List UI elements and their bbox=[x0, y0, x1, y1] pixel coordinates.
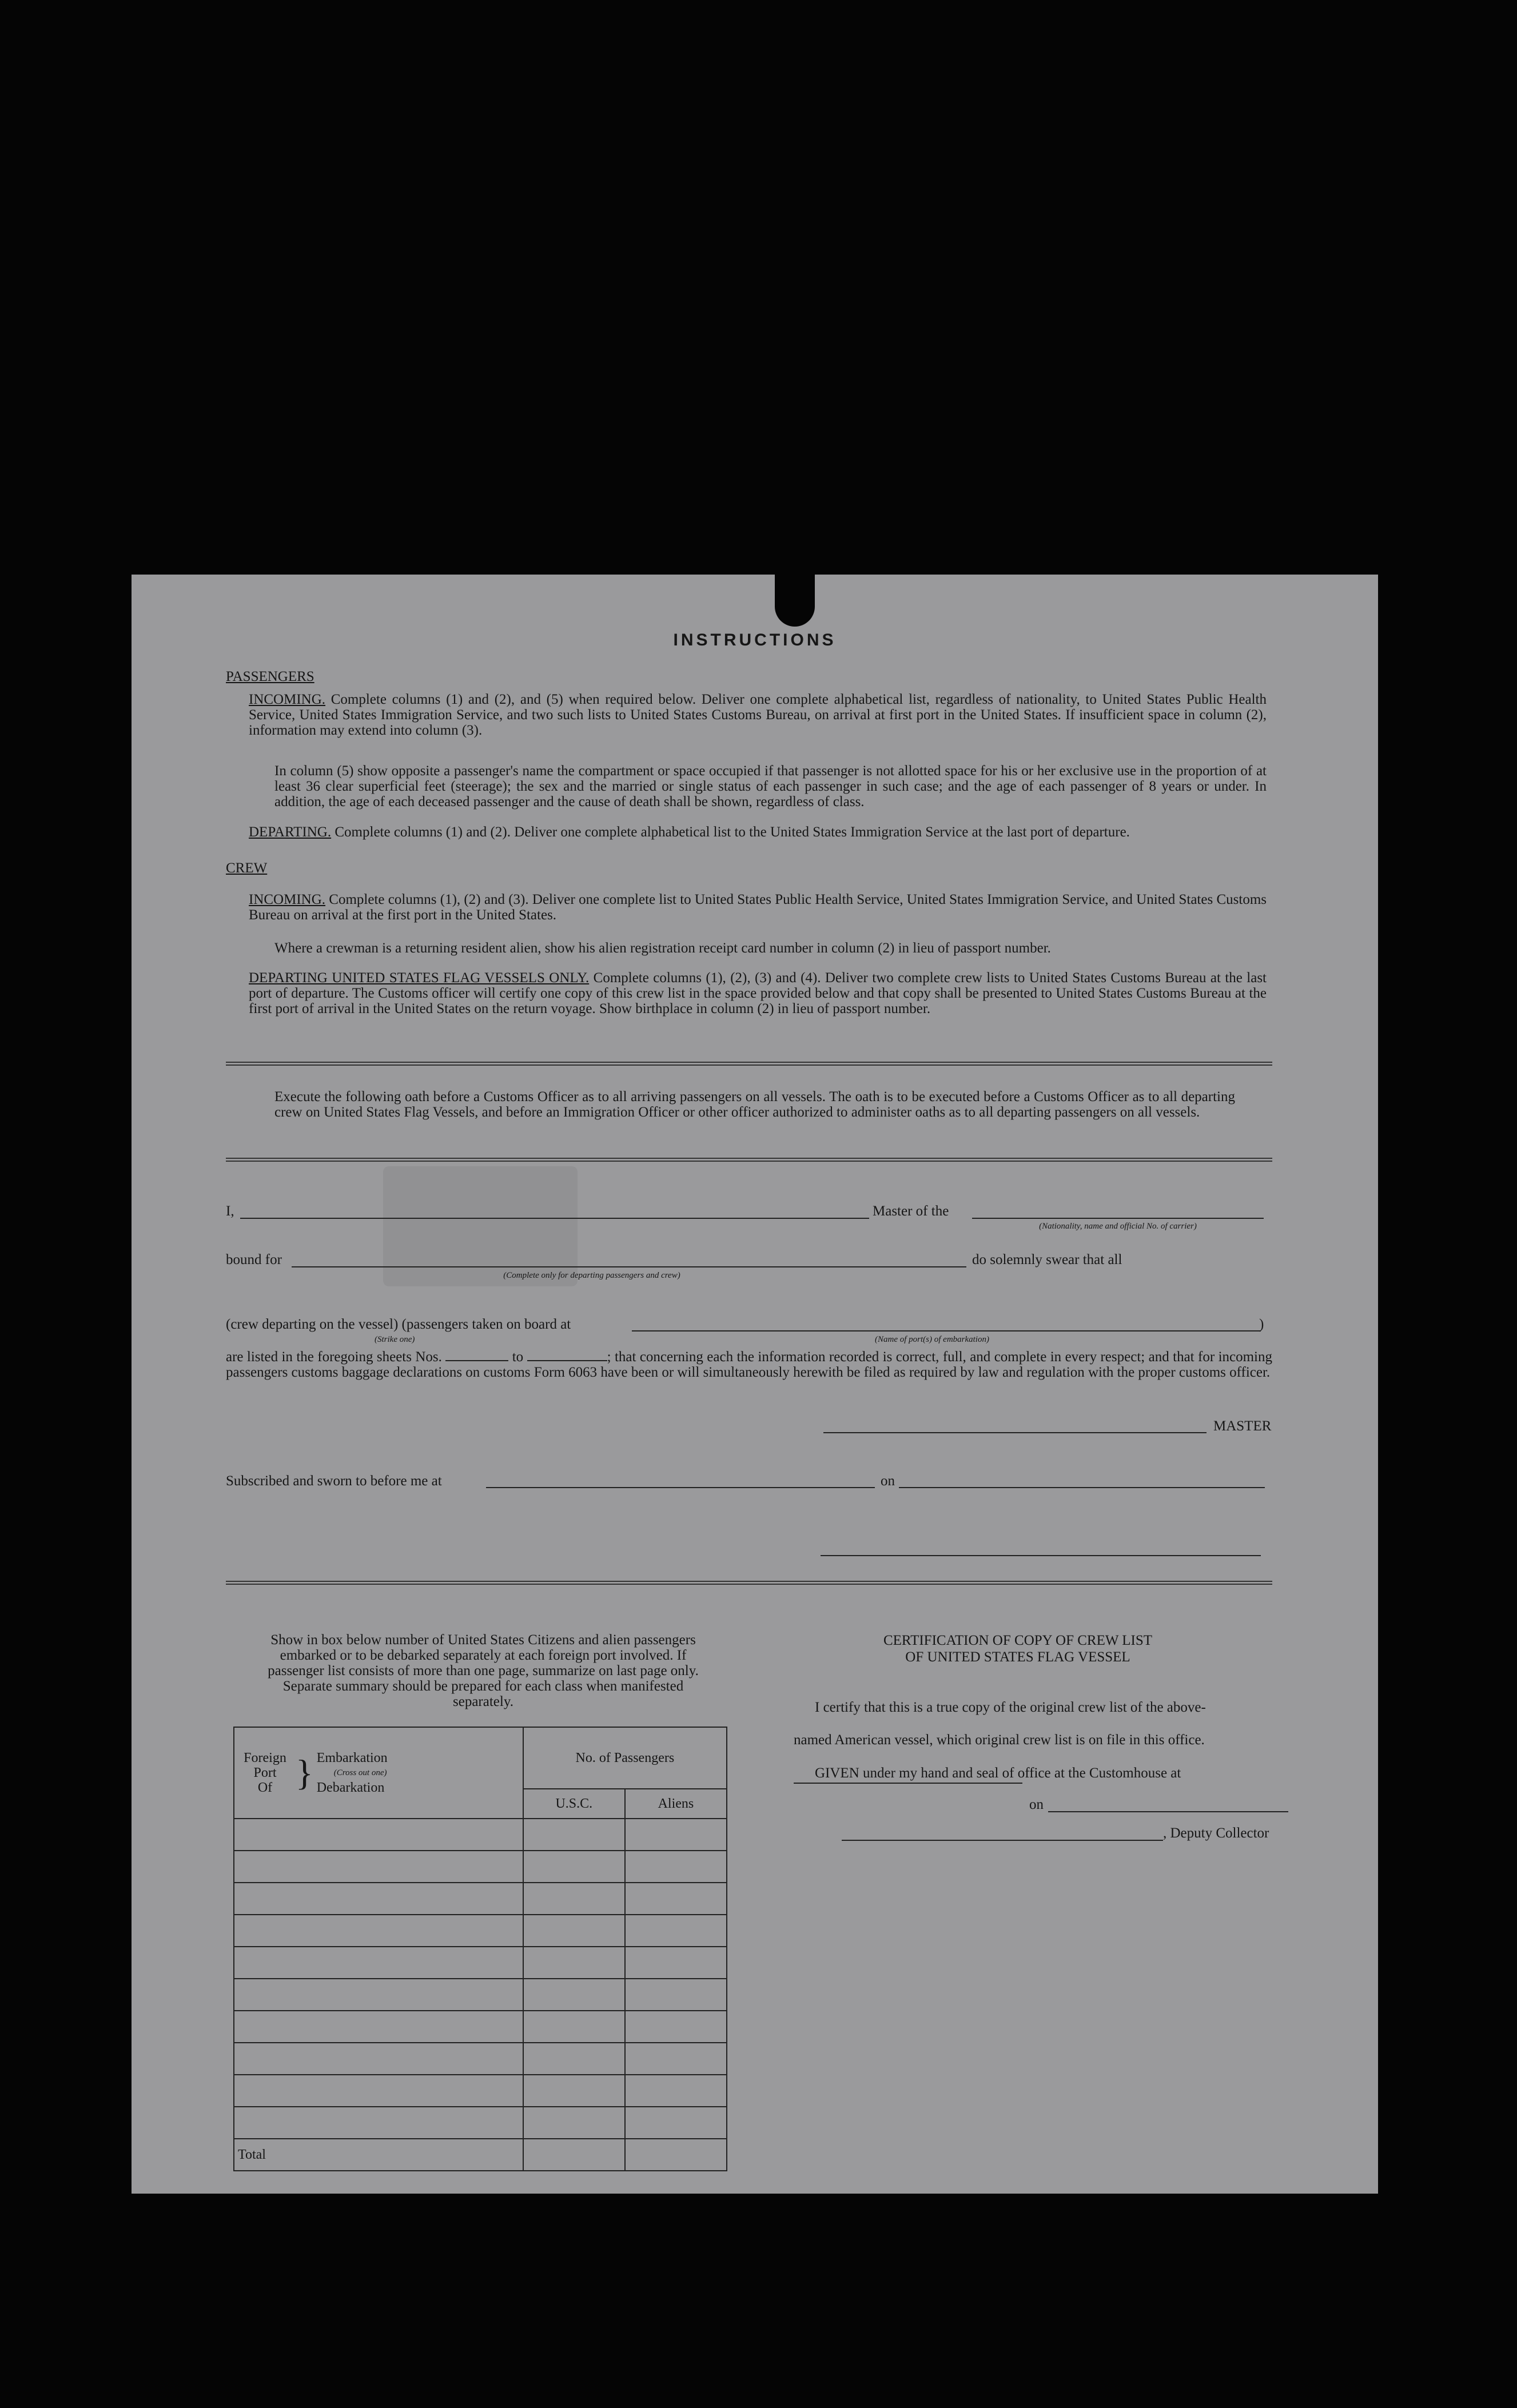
aliens-cell[interactable] bbox=[625, 1947, 727, 1979]
subscribed-label: Subscribed and sworn to before me at bbox=[226, 1473, 442, 1489]
crew-incoming-body: Complete columns (1), (2) and (3). Deliver one complete list to United States Public Health Service, United States Immigration Service, and United States Customs Bureau on arrival at the first port in the United States. bbox=[249, 892, 1267, 923]
aliens-header: Aliens bbox=[625, 1789, 727, 1819]
divider-bottom bbox=[226, 1581, 1272, 1585]
sheet-to-field[interactable] bbox=[527, 1360, 607, 1361]
certification-title-2: OF UNITED STATES FLAG VESSEL bbox=[905, 1649, 1130, 1665]
summary-header-row bbox=[234, 1727, 727, 1789]
table-row bbox=[234, 1819, 727, 1851]
usc-cell[interactable] bbox=[523, 2043, 625, 2075]
oath-intro: Execute the following oath before a Customs Officer as to all arriving passengers on all vessels. The oath is to be executed before a Customs Officer as to all departing crew on United States Flag Vessels, and before an Immigration Officer or other officer authorized to administer oaths as to all departing passengers on all vessels. bbox=[274, 1089, 1235, 1120]
embarkation-label: Embarkation bbox=[316, 1751, 388, 1765]
passengers-departing-body: Complete columns (1) and (2). Deliver one complete alphabetical list to the United States Immigration Service at the last port of departure. bbox=[331, 824, 1130, 840]
embarkation-ports-field[interactable] bbox=[632, 1330, 1261, 1331]
summary-instructions: Show in box below number of United States Citizens and alien passengers embarked or to be debarked separately at each foreign port involved. If passenger list consists of more than one page, summarize on last page only. Separate summary should be prepared for each class when manifested separately. bbox=[268, 1632, 699, 1709]
table-row bbox=[234, 1883, 727, 1915]
usc-cell[interactable] bbox=[523, 1851, 625, 1883]
officer-signature-field[interactable] bbox=[821, 1555, 1261, 1556]
strike-caption: (Strike one) bbox=[375, 1335, 415, 1344]
vessel-name-field[interactable] bbox=[972, 1218, 1264, 1219]
usc-cell[interactable] bbox=[523, 2107, 625, 2139]
total-label: Total bbox=[234, 2139, 523, 2171]
usc-cell[interactable] bbox=[523, 1979, 625, 2011]
port-header bbox=[238, 1751, 519, 1795]
port-cell[interactable] bbox=[234, 1851, 523, 1883]
crew-flag-label: DEPARTING UNITED STATES FLAG VESSELS ONLY. bbox=[249, 970, 590, 986]
sheet-from-field[interactable] bbox=[445, 1360, 508, 1361]
foreign-label: Foreign bbox=[244, 1751, 286, 1765]
port-cell[interactable] bbox=[234, 1947, 523, 1979]
deputy-collector-label: , Deputy Collector bbox=[1163, 1825, 1269, 1841]
of-label: Of bbox=[257, 1780, 273, 1795]
oath-i-label: I, bbox=[226, 1203, 234, 1219]
no-passengers-header: No. of Passengers bbox=[523, 1727, 727, 1789]
passengers-departing-label: DEPARTING. bbox=[249, 824, 332, 840]
subscribed-place-field[interactable] bbox=[486, 1487, 875, 1488]
usc-cell[interactable] bbox=[523, 1883, 625, 1915]
passenger-summary-table bbox=[233, 1727, 727, 2171]
total-row bbox=[234, 2139, 727, 2171]
table-row bbox=[234, 1915, 727, 1947]
cert-on-label: on bbox=[1029, 1797, 1044, 1812]
usc-cell[interactable] bbox=[523, 2011, 625, 2043]
crew-flag-body: Complete columns (1), (2), (3) and (4). Deliver two complete crew lists to United States Customs Bureau at the last port of departure. The Customs officer will certify one copy of this crew list in the space provided below and that copy shall be presented to United States Customs Bureau at the first port of arrival in the United States on the return voyage. Show birthplace in column (2) in lieu of passport number. bbox=[249, 970, 1267, 1016]
port-cell[interactable] bbox=[234, 2011, 523, 2043]
crew-heading: CREW bbox=[226, 860, 268, 876]
foreign-port-of bbox=[238, 1751, 292, 1795]
port-label: Port bbox=[253, 1765, 277, 1780]
customhouse-field[interactable] bbox=[794, 1783, 1022, 1784]
table-row bbox=[234, 2011, 727, 2043]
port-cell[interactable] bbox=[234, 2075, 523, 2107]
usc-cell[interactable] bbox=[523, 1915, 625, 1947]
port-cell[interactable] bbox=[234, 2107, 523, 2139]
aliens-cell[interactable] bbox=[625, 2107, 727, 2139]
usc-cell[interactable] bbox=[523, 2075, 625, 2107]
certification-title-1: CERTIFICATION OF COPY OF CREW LIST bbox=[883, 1633, 1153, 1648]
cross-out-caption: (Cross out one) bbox=[333, 1768, 387, 1777]
port-cell[interactable] bbox=[234, 1883, 523, 1915]
usc-cell[interactable] bbox=[523, 1819, 625, 1851]
paper-tear bbox=[775, 572, 815, 627]
aliens-cell[interactable] bbox=[625, 1915, 727, 1947]
table-row bbox=[234, 1851, 727, 1883]
master-signature-field[interactable] bbox=[823, 1432, 1207, 1433]
crew-passengers-label: (crew departing on the vessel) (passengers taken on board at bbox=[226, 1317, 571, 1332]
stamp-smudge bbox=[383, 1166, 578, 1286]
usc-cell[interactable] bbox=[523, 1947, 625, 1979]
port-cell[interactable] bbox=[234, 1915, 523, 1947]
port-cell[interactable] bbox=[234, 2043, 523, 2075]
certify-line-2: named American vessel, which original crew list is on file in this office. bbox=[794, 1732, 1205, 1748]
aliens-cell[interactable] bbox=[625, 2075, 727, 2107]
aliens-cell[interactable] bbox=[625, 1819, 727, 1851]
crew-flag-text bbox=[249, 970, 1267, 1016]
port-cell[interactable] bbox=[234, 1819, 523, 1851]
usc-total-cell[interactable] bbox=[523, 2139, 625, 2171]
crew-incoming-label: INCOMING. bbox=[249, 892, 326, 907]
aliens-cell[interactable] bbox=[625, 2011, 727, 2043]
usc-header: U.S.C. bbox=[523, 1789, 625, 1819]
divider-oath bbox=[226, 1158, 1272, 1162]
table-row bbox=[234, 2075, 727, 2107]
aliens-cell[interactable] bbox=[625, 1979, 727, 2011]
subscribed-date-field[interactable] bbox=[899, 1487, 1265, 1488]
form-sheet bbox=[132, 575, 1378, 2194]
bound-for-label: bound for bbox=[226, 1252, 282, 1267]
passengers-incoming-text bbox=[249, 692, 1267, 738]
divider-top bbox=[226, 1062, 1272, 1066]
departing-caption: (Complete only for departing passengers and crew) bbox=[503, 1271, 680, 1280]
table-row bbox=[234, 1947, 727, 1979]
given-label: GIVEN under my hand and seal of office at the Customhouse at bbox=[815, 1765, 1181, 1781]
swear-label: do solemnly swear that all bbox=[972, 1252, 1122, 1267]
listed-a-text: are listed in the foregoing sheets Nos. bbox=[226, 1349, 442, 1365]
ports-caption: (Name of port(s) of embarkation) bbox=[875, 1335, 989, 1344]
bound-for-field[interactable] bbox=[292, 1266, 966, 1267]
aliens-cell[interactable] bbox=[625, 2043, 727, 2075]
certification-title bbox=[786, 1632, 1249, 1665]
passengers-heading: PASSENGERS bbox=[226, 669, 314, 684]
subscribed-on-label: on bbox=[881, 1473, 895, 1489]
master-label: MASTER bbox=[1213, 1418, 1272, 1434]
port-cell[interactable] bbox=[234, 1979, 523, 2011]
passengers-incoming-body: Complete columns (1) and (2), and (5) when required below. Deliver one complete alphabetical list, regardless of nationality, to United States Public Health Service, United States Immigration Service, and two such lists to United States Customs Bureau, on arrival at first port in the United States. If insufficient space in column (2), information may extend into column (3). bbox=[249, 692, 1267, 738]
passengers-column5-text: In column (5) show opposite a passenger's name the compartment or space occupied if that passenger is not allotted space for his or her exclusive use in the proportion of at least 36 clear superficial feet (steerage); the sex and the married or single status of each passenger in such case; and the age of each passenger of 8 years or under. In addition, the age of each deceased passenger and the cause of death shall be shown, regardless of class. bbox=[274, 763, 1267, 810]
crew-incoming-text bbox=[249, 892, 1267, 923]
listed-paragraph bbox=[226, 1349, 1272, 1380]
crew-resident-text: Where a crewman is a returning resident alien, show his alien registration receipt card number in column (2) in lieu of passport number. bbox=[274, 940, 1051, 956]
nationality-caption: (Nationality, name and official No. of carrier) bbox=[1039, 1222, 1197, 1231]
instructions-title: INSTRUCTIONS bbox=[673, 631, 837, 649]
passengers-departing-text bbox=[249, 824, 1267, 840]
table-row bbox=[234, 1979, 727, 2011]
brace-icon: } bbox=[296, 1752, 313, 1793]
to-text: to bbox=[512, 1349, 524, 1365]
cert-date-field[interactable] bbox=[1048, 1811, 1288, 1812]
embark-debark bbox=[317, 1751, 388, 1795]
table-row bbox=[234, 2107, 727, 2139]
passengers-incoming-label: INCOMING. bbox=[249, 692, 326, 707]
master-of-label: Master of the bbox=[873, 1203, 949, 1219]
listed-b-text: ; that concerning each the information recorded is correct, full, and complete in every respect; and that for incoming passengers customs baggage declarations on customs Form 6063 have been or will simultaneously herewith be filed as required by law and regulation with the proper customs officer. bbox=[226, 1349, 1273, 1380]
master-name-field[interactable] bbox=[240, 1218, 869, 1219]
deputy-signature-field[interactable] bbox=[842, 1840, 1163, 1841]
table-row bbox=[234, 2043, 727, 2075]
certify-line-1: I certify that this is a true copy of the original crew list of the above- bbox=[815, 1700, 1206, 1715]
close-paren: ) bbox=[1259, 1317, 1264, 1332]
aliens-total-cell[interactable] bbox=[625, 2139, 727, 2171]
debarkation-label: Debarkation bbox=[316, 1780, 385, 1795]
aliens-cell[interactable] bbox=[625, 1883, 727, 1915]
aliens-cell[interactable] bbox=[625, 1851, 727, 1883]
port-header-cell bbox=[234, 1727, 523, 1819]
